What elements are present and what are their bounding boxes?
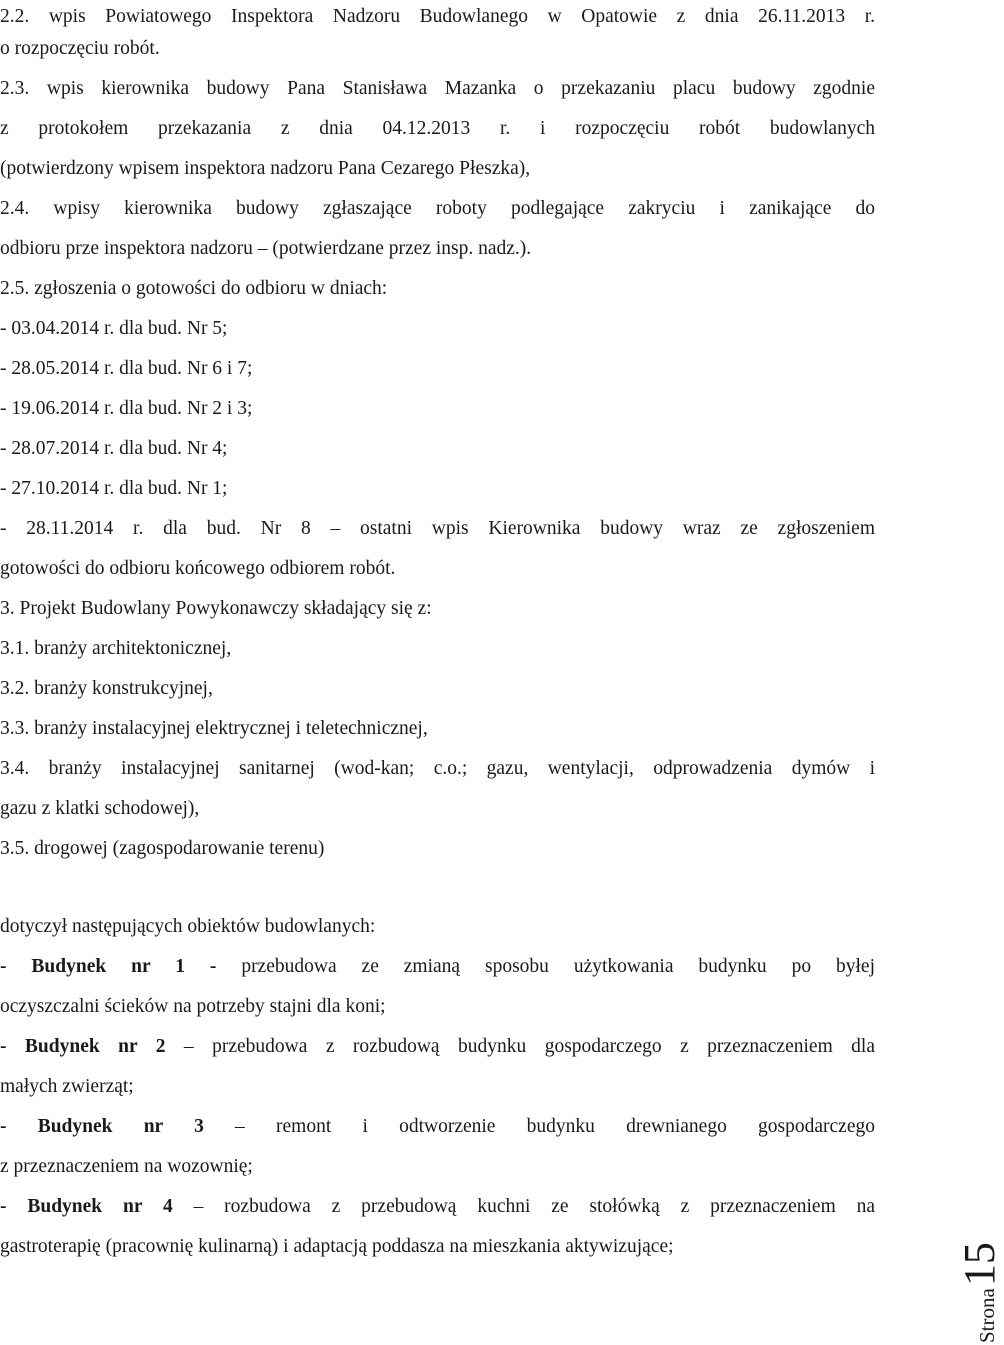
building-continuation: oczyszczalni ścieków na potrzeby stajni dla koni;: [0, 996, 386, 1017]
building-label: - Budynek nr 4: [0, 1196, 173, 1217]
list-item: - 28.11.2014 r. dla bud. Nr 8 – ostatni wpis Kierownika budowy wraz ze zgłoszeniem: [0, 518, 875, 539]
text-line: dotyczył następujących obiektów budowlanych:: [0, 916, 376, 937]
page-footer: [915, 1235, 1004, 1345]
building-label: - Budynek nr 2: [0, 1036, 166, 1057]
list-item: - 19.06.2014 r. dla bud. Nr 2 i 3;: [0, 398, 253, 419]
building-item: [0, 955, 875, 979]
list-item: - 27.10.2014 r. dla bud. Nr 1;: [0, 478, 228, 499]
text-line: 2.4. wpisy kierownika budowy zgłaszające roboty podlegające zakryciu i zanikające do: [0, 198, 875, 219]
section-heading: 3. Projekt Budowlany Powykonawczy składający się z:: [0, 598, 432, 619]
text-line: gazu z klatki schodowej),: [0, 798, 200, 819]
building-description: – rozbudowa z przebudową kuchni ze stołówką z przeznaczeniem na: [172, 1196, 875, 1217]
text-line: 2.2. wpis Powiatowego Inspektora Nadzoru Budowlanego w Opatowie z dnia 26.11.2013 r.: [0, 6, 875, 27]
text-line: 2.5. zgłoszenia o gotowości do odbioru w dniach:: [0, 278, 388, 299]
text-line: (potwierdzony wpisem inspektora nadzoru Pana Cezarego Płeszka),: [0, 158, 531, 179]
building-label: - Budynek nr 1 -: [0, 956, 217, 977]
text-line: 2.3. wpis kierownika budowy Pana Stanisława Mazanka o przekazaniu placu budowy zgodnie: [0, 78, 875, 99]
page-number-block: [955, 1242, 1004, 1343]
text-line: z protokołem przekazania z dnia 04.12.2013 r. i rozpoczęciu robót budowlanych: [0, 118, 875, 139]
list-item: - 28.07.2014 r. dla bud. Nr 4;: [0, 438, 228, 459]
text-line: o rozpoczęciu robót.: [0, 38, 160, 59]
building-description: przebudowa ze zmianą sposobu użytkowania budynku po byłej: [216, 956, 875, 977]
text-line: gotowości do odbioru końcowego odbiorem robót.: [0, 558, 396, 579]
list-item: 3.1. branży architektonicznej,: [0, 638, 232, 659]
building-item: [0, 1115, 875, 1139]
building-description: – przebudowa z rozbudową budynku gospodarczego z przeznaczeniem dla: [165, 1036, 875, 1057]
page-number: 15: [955, 1242, 1004, 1287]
list-item: - 28.05.2014 r. dla bud. Nr 6 i 7;: [0, 358, 253, 379]
text-line: odbioru prze inspektora nadzoru – (potwierdzane przez insp. nadz.).: [0, 238, 532, 259]
building-item: [0, 1195, 875, 1219]
list-item: 3.5. drogowej (zagospodarowanie terenu): [0, 838, 325, 859]
list-item: 3.3. branży instalacyjnej elektrycznej i teletechnicznej,: [0, 718, 428, 739]
building-description: – remont i odtworzenie budynku drewnianego gospodarczego: [203, 1116, 875, 1137]
building-label: - Budynek nr 3: [0, 1116, 204, 1137]
building-item: [0, 1035, 875, 1059]
building-continuation: z przeznaczeniem na wozownię;: [0, 1156, 253, 1177]
list-item: 3.4. branży instalacyjnej sanitarnej (wod-kan; c.o.; gazu, wentylacji, odprowadzenia dymów i: [0, 758, 875, 779]
building-continuation: gastroterapię (pracownię kulinarną) i adaptacją poddasza na mieszkania aktywizujące;: [0, 1236, 674, 1257]
list-item: 3.2. branży konstrukcyjnej,: [0, 678, 213, 699]
page-label: Strona: [975, 1288, 999, 1343]
list-item: - 03.04.2014 r. dla bud. Nr 5;: [0, 318, 228, 339]
building-continuation: małych zwierząt;: [0, 1076, 134, 1097]
